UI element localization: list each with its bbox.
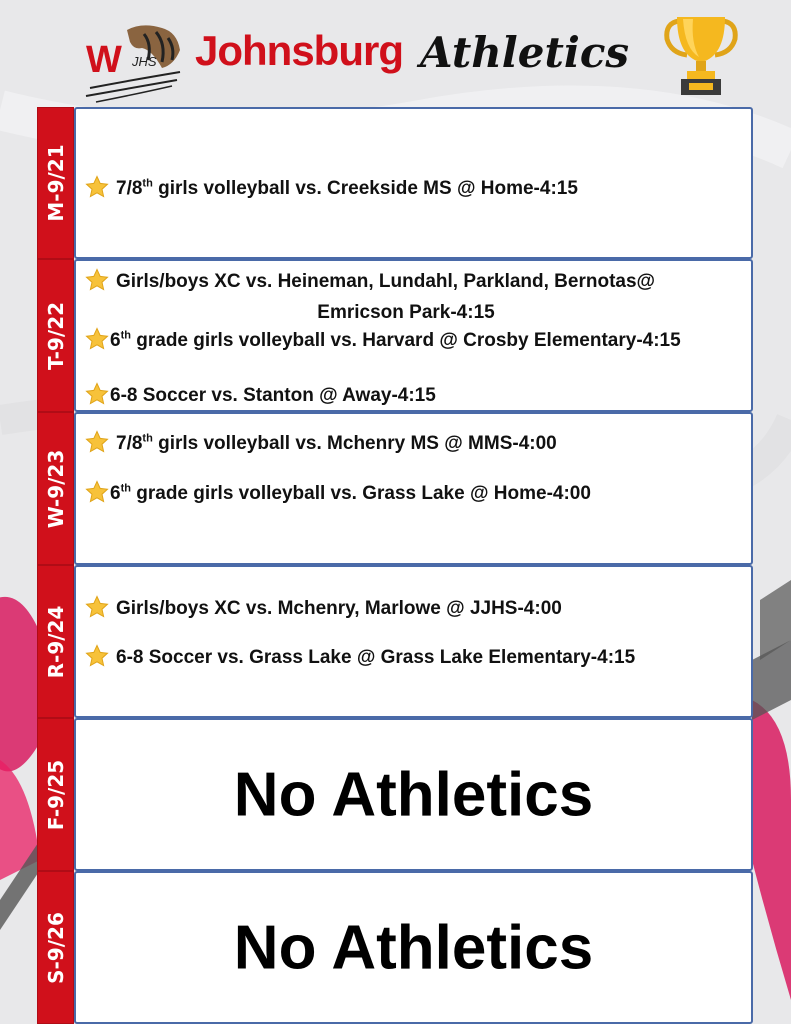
event-item: 6th grade girls volleyball vs. Harvard @ Crosby Elementary-4:15 <box>84 327 747 352</box>
day-events-box <box>74 565 753 718</box>
day-label: F-9/25 <box>37 718 74 871</box>
star-icon <box>84 595 110 619</box>
page-header <box>0 0 791 105</box>
day-label: S-9/26 <box>37 871 74 1024</box>
day-events-box <box>74 107 753 259</box>
day-events-box <box>74 412 753 565</box>
day-row-saturday <box>37 871 753 1024</box>
event-item: 7/8th girls volleyball vs. Mchenry MS @ MMS-4:00 <box>84 430 747 455</box>
event-item: 6-8 Soccer vs. Stanton @ Away-4:15 <box>84 382 747 407</box>
trophy-icon <box>663 13 739 99</box>
star-icon <box>84 175 110 199</box>
event-item: 7/8th girls volleyball vs. Creekside MS @ Home-4:15 <box>84 175 747 200</box>
event-item-continuation: Emricson Park-4:15 <box>317 302 495 323</box>
page-title: Athletics <box>420 28 630 77</box>
day-label: T-9/22 <box>37 259 74 412</box>
star-icon <box>84 430 110 454</box>
star-icon <box>84 382 110 406</box>
day-row-friday <box>37 718 753 871</box>
wildcats-claw-logo <box>82 20 192 105</box>
event-item: Girls/boys XC vs. Heineman, Lundahl, Parkland, Bernotas@ <box>84 268 747 293</box>
logo-w: W <box>86 39 122 81</box>
day-events-box <box>74 871 753 1024</box>
day-row-monday <box>37 107 753 259</box>
event-item: 6th grade girls volleyball vs. Grass Lake @ Home-4:00 <box>84 480 747 505</box>
day-label: R-9/24 <box>37 565 74 718</box>
day-label: M-9/21 <box>37 107 74 259</box>
no-athletics-text: No Athletics <box>233 760 594 829</box>
day-row-tuesday <box>37 259 753 412</box>
star-icon <box>84 327 110 351</box>
day-label: W-9/23 <box>37 412 74 565</box>
day-events-box <box>74 718 753 871</box>
logo-jhs: JHS <box>132 54 157 69</box>
star-icon <box>84 480 110 504</box>
school-name: Johnsburg <box>195 27 403 74</box>
no-athletics-text: No Athletics <box>233 913 594 982</box>
event-item: 6-8 Soccer vs. Grass Lake @ Grass Lake Elementary-4:15 <box>84 644 747 669</box>
day-row-thursday <box>37 565 753 718</box>
star-icon <box>84 644 110 668</box>
day-row-wednesday <box>37 412 753 565</box>
event-item: Girls/boys XC vs. Mchenry, Marlowe @ JJHS-4:00 <box>84 595 747 620</box>
star-icon <box>84 268 110 292</box>
day-events-box <box>74 259 753 412</box>
